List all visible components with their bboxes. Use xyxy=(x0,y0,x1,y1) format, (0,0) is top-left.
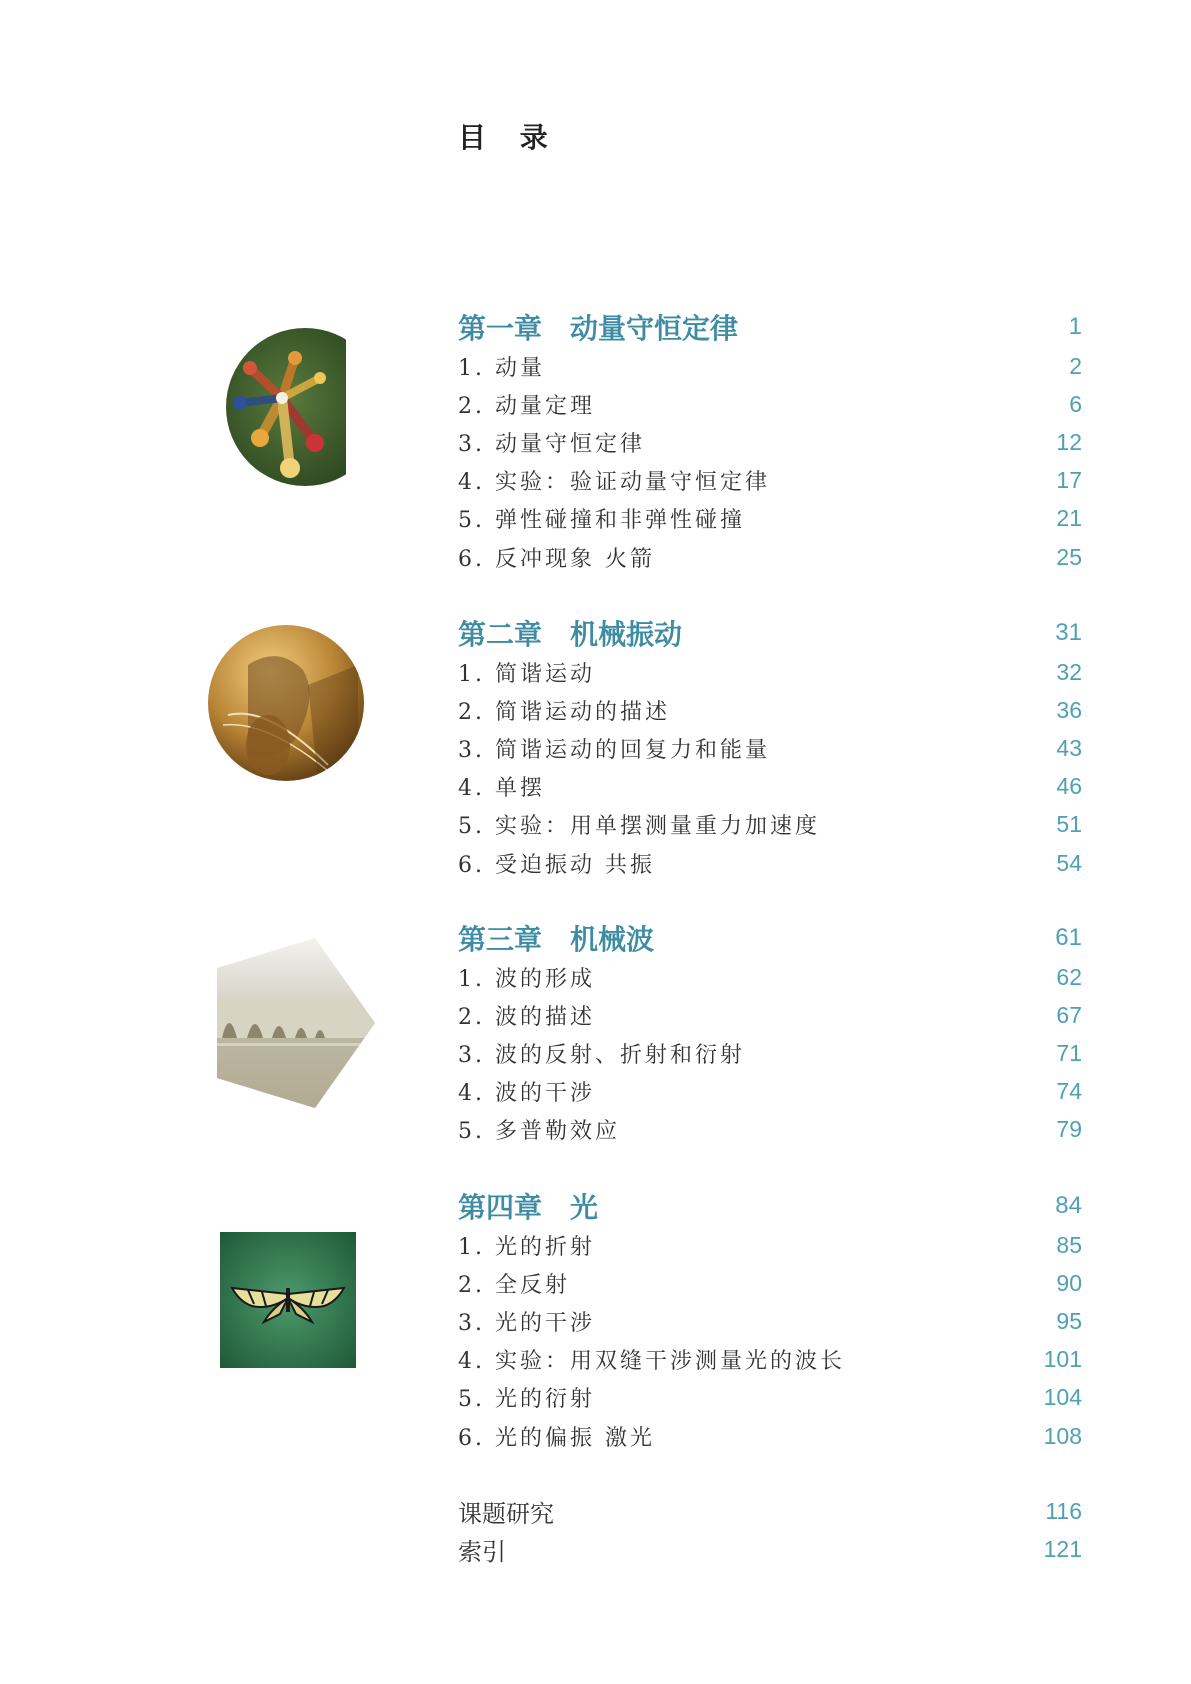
toc-entry[interactable] xyxy=(458,1264,1082,1302)
toc-entry[interactable] xyxy=(458,538,1082,576)
chapter-heading[interactable] xyxy=(458,307,1082,347)
toc-chapter-2 xyxy=(458,613,1082,882)
chapter-page-number: 84 xyxy=(1055,1192,1082,1219)
entry-title: 1. 波的形成 xyxy=(458,966,595,992)
toc-entry[interactable] xyxy=(458,1302,1082,1340)
entry-title: 6. 光的偏振 激光 xyxy=(458,1425,655,1451)
chapter-page-number: 61 xyxy=(1055,924,1082,951)
chapter-title: 第四章 光 xyxy=(458,1191,599,1224)
entry-title: 4. 波的干涉 xyxy=(458,1081,595,1107)
toc-entry[interactable] xyxy=(458,347,1082,385)
entry-page-number: 36 xyxy=(1056,696,1082,723)
chapter-heading[interactable] xyxy=(458,918,1082,958)
toc-entry[interactable] xyxy=(458,1226,1082,1264)
toc-entry[interactable] xyxy=(458,1073,1082,1111)
entry-page-number: 95 xyxy=(1056,1307,1082,1334)
entry-page-number: 43 xyxy=(1056,734,1082,761)
entry-page-number: 79 xyxy=(1056,1116,1082,1143)
toc-entry[interactable] xyxy=(458,1417,1082,1455)
entry-page-number: 2 xyxy=(1069,352,1082,379)
entry-title: 3. 简谐运动的回复力和能量 xyxy=(458,737,770,763)
chapter-title: 第二章 机械振动 xyxy=(458,618,683,651)
entry-title: 2. 简谐运动的描述 xyxy=(458,699,670,725)
page-title: 目 录 xyxy=(458,121,560,154)
toc-chapter-1 xyxy=(458,307,1082,576)
butterfly-image xyxy=(220,1232,356,1368)
entry-page-number: 51 xyxy=(1056,811,1082,838)
toc-entry[interactable] xyxy=(458,653,1082,691)
entry-title: 3. 动量守恒定律 xyxy=(458,431,645,457)
entry-title: 3. 光的干涉 xyxy=(458,1310,595,1336)
toc-extras xyxy=(458,1492,1082,1568)
entry-page-number: 21 xyxy=(1056,505,1082,532)
entry-page-number: 25 xyxy=(1056,543,1082,570)
toc-entry[interactable] xyxy=(458,844,1082,882)
toc-entry[interactable] xyxy=(458,462,1082,500)
toc-entry[interactable] xyxy=(458,385,1082,423)
entry-page-number: 17 xyxy=(1056,467,1082,494)
entry-title: 2. 动量定理 xyxy=(458,393,595,419)
entry-page-number: 12 xyxy=(1056,428,1082,455)
toc-entry[interactable] xyxy=(458,768,1082,806)
entry-page-number: 104 xyxy=(1043,1384,1082,1411)
entry-page-number: 90 xyxy=(1056,1269,1082,1296)
billiard-balls-image xyxy=(220,328,358,486)
toc-entry[interactable] xyxy=(458,806,1082,844)
toc-entry[interactable] xyxy=(458,1034,1082,1072)
entry-title: 4. 实验：验证动量守恒定律 xyxy=(458,470,770,496)
entry-page-number: 108 xyxy=(1043,1422,1082,1449)
chapter-page-number: 1 xyxy=(1068,313,1082,340)
toc-entry-project-study[interactable] xyxy=(458,1492,1082,1530)
toc-entry[interactable] xyxy=(458,1341,1082,1379)
entry-page-number: 121 xyxy=(1043,1535,1082,1562)
entry-title: 5. 光的衍射 xyxy=(458,1387,595,1413)
chapter-title: 第一章 动量守恒定律 xyxy=(458,312,739,345)
chapter-title: 第三章 机械波 xyxy=(458,923,655,956)
entry-page-number: 116 xyxy=(1045,1497,1082,1524)
entry-title: 4. 实验：用双缝干涉测量光的波长 xyxy=(458,1349,845,1375)
entry-title: 3. 波的反射、折射和衍射 xyxy=(458,1042,745,1068)
entry-title: 5. 弹性碰撞和非弹性碰撞 xyxy=(458,508,745,534)
entry-title: 5. 实验：用单摆测量重力加速度 xyxy=(458,814,820,840)
entry-page-number: 85 xyxy=(1056,1231,1082,1258)
toc-entry-index[interactable] xyxy=(458,1530,1082,1568)
entry-page-number: 71 xyxy=(1056,1039,1082,1066)
toc-entry[interactable] xyxy=(458,958,1082,996)
chapter-page-number: 31 xyxy=(1055,619,1082,646)
entry-page-number: 46 xyxy=(1056,773,1082,800)
entry-title: 课题研究 xyxy=(458,1499,554,1528)
entry-page-number: 67 xyxy=(1056,1001,1082,1028)
entry-title: 4. 单摆 xyxy=(458,776,545,802)
entry-title: 5. 多普勒效应 xyxy=(458,1119,620,1145)
chapter-heading[interactable] xyxy=(458,1186,1082,1226)
entry-page-number: 32 xyxy=(1056,658,1082,685)
toc-entry[interactable] xyxy=(458,423,1082,461)
entry-title: 2. 波的描述 xyxy=(458,1004,595,1030)
toc-entry[interactable] xyxy=(458,500,1082,538)
toc-entry[interactable] xyxy=(458,1111,1082,1149)
chapter-heading[interactable] xyxy=(458,613,1082,653)
entry-title: 6. 受迫振动 共振 xyxy=(458,852,655,878)
entry-title: 2. 全反射 xyxy=(458,1272,570,1298)
toc-entry[interactable] xyxy=(458,1379,1082,1417)
cello-player-image xyxy=(208,625,364,781)
entry-page-number: 74 xyxy=(1056,1078,1082,1105)
toc-entry[interactable] xyxy=(458,691,1082,729)
entry-page-number: 6 xyxy=(1069,390,1082,417)
entry-page-number: 54 xyxy=(1056,849,1082,876)
toc-chapter-3 xyxy=(458,918,1082,1149)
toc-chapter-4 xyxy=(458,1186,1082,1455)
entry-title: 索引 xyxy=(458,1537,506,1566)
entry-title: 1. 动量 xyxy=(458,355,545,381)
stone-bridge-image xyxy=(217,938,377,1108)
entry-page-number: 62 xyxy=(1056,963,1082,990)
toc-entry[interactable] xyxy=(458,996,1082,1034)
entry-title: 6. 反冲现象 火箭 xyxy=(458,546,655,572)
entry-title: 1. 光的折射 xyxy=(458,1234,595,1260)
toc-entry[interactable] xyxy=(458,729,1082,767)
entry-title: 1. 简谐运动 xyxy=(458,661,595,687)
entry-page-number: 101 xyxy=(1043,1346,1082,1373)
